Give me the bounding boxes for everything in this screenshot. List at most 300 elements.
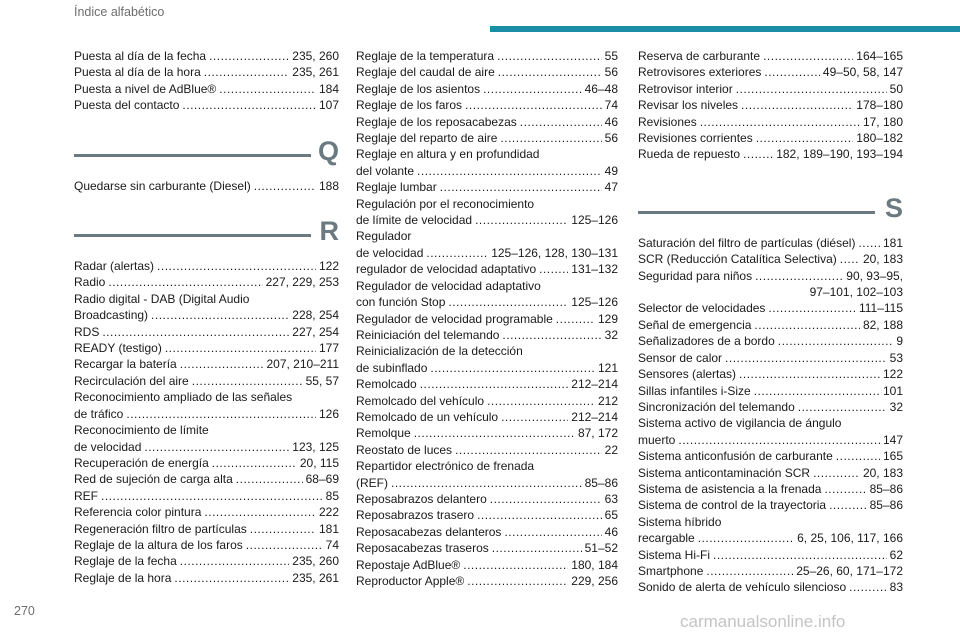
index-entry	[74, 471, 339, 487]
index-term-line: Radio digital - DAB (Digital Audio	[74, 291, 250, 306]
index-term-line: Regulación por el reconocimiento	[356, 196, 535, 211]
header-title: Índice alfabético	[74, 5, 165, 19]
dot-leader	[713, 547, 887, 563]
index-term: Remolcado de un vehículo	[356, 409, 499, 424]
dot-leader	[497, 48, 602, 64]
page-reference: 82, 188	[862, 317, 903, 332]
page-reference: 85	[325, 488, 339, 503]
index-entry	[638, 350, 903, 366]
index-term: Reostato de luces	[356, 442, 453, 457]
index-term: Remolcado del vehículo	[356, 393, 485, 408]
dot-leader	[763, 48, 853, 64]
index-term: Reglaje de los reposacabezas	[356, 114, 517, 129]
dot-leader	[487, 393, 595, 409]
index-entry	[638, 563, 903, 579]
page-reference: 85–86	[869, 498, 903, 513]
index-entry	[74, 64, 339, 80]
page-reference: 49	[604, 163, 618, 178]
page-reference: 87, 172	[577, 426, 618, 441]
page-reference: 235, 261	[292, 570, 339, 585]
index-entry	[638, 366, 903, 382]
section-rule	[638, 211, 875, 214]
page-reference: 122	[318, 259, 339, 274]
index-entry	[74, 455, 339, 471]
index-term: Reglaje del reparto de aire	[356, 131, 498, 146]
page-reference: 125–126	[571, 295, 618, 310]
index-term: (REF)	[356, 475, 388, 490]
index-term: Recuperación de energía	[74, 455, 209, 470]
page-reference: 6, 25, 106, 117, 166	[797, 531, 903, 546]
index-entry	[638, 81, 903, 97]
page-reference: 90, 93–95,	[846, 268, 903, 283]
dot-leader	[101, 488, 323, 504]
dot-leader	[725, 350, 887, 366]
dot-leader	[126, 406, 316, 422]
dot-leader	[204, 504, 316, 520]
index-entry	[638, 432, 903, 448]
dot-leader	[764, 64, 820, 80]
index-term-line: Repartidor electrónico de frenada	[356, 459, 535, 474]
index-term: Reserva de carburante	[638, 49, 761, 63]
index-term: regulador de velocidad adaptativo	[356, 262, 537, 277]
index-entry	[356, 311, 618, 327]
index-term-line: Sistema activo de vigilancia de ángulo	[638, 416, 842, 431]
page-reference: 212	[597, 393, 618, 408]
index-term: Repostaje AdBlue®	[356, 557, 461, 572]
index-entry	[74, 81, 339, 97]
dot-leader	[165, 340, 316, 356]
index-term: Puesta del contacto	[74, 98, 180, 113]
spacer	[74, 194, 339, 208]
index-term: Seguridad para niños	[638, 268, 753, 283]
index-term-line: Sistema híbrido	[638, 514, 722, 529]
index-entry	[74, 178, 339, 194]
index-term: Sistema de control de la trayectoria	[638, 498, 827, 513]
index-entry	[356, 376, 618, 392]
dot-leader	[829, 497, 867, 513]
index-term: de subinflado	[356, 360, 428, 375]
index-term: Sensor de calor	[638, 350, 723, 365]
index-term-line: Reglaje en altura y en profundidad	[356, 147, 540, 162]
page-reference: 47	[604, 180, 618, 195]
index-term: Reposabrazos trasero	[356, 508, 475, 523]
dot-leader	[246, 537, 323, 553]
index-term: del volante	[356, 163, 415, 178]
index-term: de velocidad	[356, 245, 424, 260]
dot-leader	[180, 553, 290, 569]
index-term: REF	[74, 488, 98, 503]
dot-leader	[490, 491, 602, 507]
page-number: 270	[14, 604, 35, 618]
index-entry	[356, 48, 618, 64]
page-reference: 49–50, 58, 147	[822, 65, 903, 80]
section-letter: S	[884, 192, 903, 223]
index-term: READY (testigo)	[74, 341, 162, 356]
index-column-1	[74, 48, 339, 586]
page-reference: 32	[604, 327, 618, 342]
page-reference: 20, 183	[862, 252, 903, 267]
dot-leader	[813, 465, 860, 481]
index-term: recargable	[638, 531, 695, 546]
dot-leader	[492, 540, 582, 556]
index-term: Revisar los niveles	[638, 98, 739, 113]
index-term: Puesta al día de la hora	[74, 65, 201, 80]
index-entry	[638, 465, 903, 481]
dot-leader	[500, 130, 601, 146]
page-reference: 83	[889, 580, 903, 595]
page-reference: 126	[318, 406, 339, 421]
dot-leader	[157, 258, 316, 274]
dot-leader	[180, 356, 264, 372]
index-term: con función Stop	[356, 295, 446, 310]
index-term: de límite de velocidad	[356, 213, 473, 228]
page-reference: 165	[882, 449, 903, 464]
spacer	[638, 163, 903, 185]
dot-leader	[455, 442, 602, 458]
index-entry	[638, 448, 903, 464]
index-term: Señal de emergencia	[638, 317, 752, 332]
index-term: Referencia color pintura	[74, 505, 202, 520]
dot-leader	[102, 324, 289, 340]
dot-leader	[743, 146, 773, 162]
index-entry	[356, 327, 618, 343]
index-term: Radio	[74, 275, 106, 290]
index-entry	[638, 547, 903, 563]
index-entry	[74, 97, 339, 113]
page-reference: 22	[604, 442, 618, 457]
index-term: Reglaje de la temperatura	[356, 49, 495, 63]
index-entry	[74, 48, 339, 64]
index-entry	[74, 537, 339, 553]
dot-leader	[254, 178, 316, 194]
page-reference: 65	[604, 508, 618, 523]
dot-leader	[477, 507, 602, 523]
page-reference: 184	[318, 81, 339, 96]
dot-leader	[858, 235, 880, 251]
dot-leader	[849, 579, 887, 595]
index-term: Selector de velocidades	[638, 301, 766, 316]
page-reference: 212–214	[571, 377, 618, 392]
page-reference: 85–86	[584, 475, 618, 490]
page-reference: 85–86	[869, 481, 903, 496]
index-column-3	[638, 48, 903, 596]
index-entry	[356, 425, 618, 441]
index-entry	[638, 114, 903, 130]
index-entry	[638, 268, 903, 284]
dot-leader	[250, 521, 316, 537]
page-reference: 188	[318, 178, 339, 193]
index-entry	[74, 324, 339, 340]
index-term: Reproductor Apple®	[356, 574, 465, 588]
index-column-2	[356, 48, 618, 589]
dot-leader	[754, 317, 860, 333]
index-entry	[74, 521, 339, 537]
page-reference: 129	[597, 311, 618, 326]
index-term: Recargar la batería	[74, 357, 177, 372]
index-term: Sistema anticontaminación SCR	[638, 465, 811, 480]
page-reference: 164–165	[856, 49, 903, 63]
index-entry	[356, 507, 618, 523]
index-term: Regulador de velocidad programable	[356, 311, 553, 326]
page-reference: 20, 183	[862, 465, 903, 480]
index-term: Revisiones corrientes	[638, 131, 753, 146]
index-term: Sincronización del telemando	[638, 399, 795, 414]
page-reference: 111–115	[858, 301, 903, 316]
index-term: Sonido de alerta de vehículo silencioso	[638, 580, 847, 595]
index-entry	[74, 570, 339, 586]
index-entry	[638, 579, 903, 595]
dot-leader	[212, 455, 297, 471]
index-entry	[356, 261, 618, 277]
page-reference-continued: 97–101, 102–103	[809, 285, 903, 300]
index-entry	[638, 333, 903, 349]
dot-leader	[417, 163, 602, 179]
dot-leader	[502, 327, 601, 343]
index-term: SCR (Reducción Catalítica Selectiva)	[638, 252, 837, 267]
dot-leader	[698, 530, 794, 546]
page-reference: 212–214	[571, 409, 618, 424]
index-term: Quedarse sin carburante (Diesel)	[74, 178, 251, 193]
index-term: Sistema anticonfusión de carburante	[638, 449, 833, 464]
index-term-line: Regulador	[356, 229, 412, 244]
index-term: Reglaje de los faros	[356, 98, 463, 113]
index-term-line: Reinicialización de la detección	[356, 344, 523, 359]
dot-leader	[108, 274, 262, 290]
index-term: Remolcado	[356, 377, 417, 392]
index-term: Señalizadores de a bordo	[638, 334, 775, 349]
page-reference: 46	[604, 524, 618, 539]
index-term: Puesta a nivel de AdBlue®	[74, 81, 217, 96]
index-entry	[356, 245, 618, 261]
dot-leader	[768, 300, 856, 316]
dot-leader	[706, 563, 793, 579]
section-header	[638, 185, 903, 235]
dot-leader	[144, 439, 289, 455]
index-entry	[74, 439, 339, 455]
page-reference: 56	[604, 65, 618, 80]
index-entry	[356, 540, 618, 556]
page-reference: 62	[889, 547, 903, 562]
index-entry	[356, 360, 618, 376]
page-reference: 182, 189–190, 193–194	[776, 147, 903, 162]
index-term: Reglaje lumbar	[356, 180, 437, 195]
dot-leader	[430, 360, 595, 376]
index-entry	[74, 274, 339, 290]
index-entry	[638, 383, 903, 399]
index-term: Retrovisores exteriores	[638, 65, 762, 80]
dot-leader	[182, 97, 316, 113]
index-term: Sistema Hi-Fi	[638, 547, 711, 562]
index-term: Revisiones	[638, 114, 697, 129]
index-entry	[638, 300, 903, 316]
index-term: Regeneración filtro de partículas	[74, 521, 247, 536]
page-reference: 235, 261	[292, 65, 339, 80]
index-entry	[74, 258, 339, 274]
index-entry	[638, 64, 903, 80]
page-reference: 101	[882, 383, 903, 398]
index-entry	[74, 307, 339, 323]
index-term: Reglaje de los asientos	[356, 81, 481, 96]
dot-leader	[209, 48, 289, 64]
page-reference: 147	[882, 432, 903, 447]
index-term: Sillas infantiles i-Size	[638, 383, 751, 398]
dot-leader	[539, 261, 568, 277]
page-reference: 131–132	[571, 262, 618, 277]
page-reference: 207, 210–211	[266, 357, 339, 372]
index-term: Reposacabezas delanteros	[356, 524, 502, 539]
dot-leader	[426, 245, 488, 261]
page-reference: 123, 125	[292, 439, 339, 454]
dot-leader	[678, 432, 880, 448]
index-entry	[356, 114, 618, 130]
dot-leader	[755, 268, 843, 284]
section-header	[74, 208, 339, 258]
index-entry	[638, 530, 903, 546]
index-entry	[356, 179, 618, 195]
index-term-line: Reconocimiento ampliado de las señales	[74, 390, 293, 405]
page-reference: 25–26, 60, 171–172	[796, 563, 903, 578]
index-entry	[638, 251, 903, 267]
index-term: Red de sujeción de carga alta	[74, 472, 233, 487]
dot-leader	[448, 294, 568, 310]
dot-leader	[836, 448, 880, 464]
index-term: Smartphone	[638, 563, 704, 578]
page-reference: 228, 254	[292, 308, 339, 323]
dot-leader	[840, 251, 860, 267]
index-entry	[74, 373, 339, 389]
index-entry	[638, 130, 903, 146]
index-term: Sistema de asistencia a la frenada	[638, 481, 822, 496]
dot-leader	[463, 557, 568, 573]
page-reference: 53	[889, 350, 903, 365]
index-entry	[638, 481, 903, 497]
dot-leader	[739, 366, 880, 382]
page-reference: 125–126, 128, 130–131	[491, 245, 618, 260]
dot-leader	[465, 97, 602, 113]
dot-leader	[414, 425, 575, 441]
dot-leader	[556, 311, 595, 327]
index-term-line: Regulador de velocidad adaptativo	[356, 278, 541, 293]
index-term: Saturación del filtro de partículas (diésel)	[638, 235, 856, 250]
page-reference: 63	[604, 491, 618, 506]
dot-leader	[483, 81, 582, 97]
index-term: Broadcasting)	[74, 308, 149, 323]
index-term-line: Reconocimiento de límite	[74, 423, 209, 438]
index-entry	[74, 553, 339, 569]
section-rule	[74, 154, 311, 157]
dot-leader	[778, 333, 894, 349]
page-reference: 222	[318, 505, 339, 520]
page-reference: 181	[318, 521, 339, 536]
index-entry	[356, 130, 618, 146]
page-reference: 20, 115	[299, 455, 339, 470]
page-reference: 125–126	[571, 213, 618, 228]
index-entry	[356, 573, 618, 589]
index-term: Retrovisor interior	[638, 81, 733, 96]
page-reference: 46–48	[584, 81, 618, 96]
dot-leader	[467, 573, 568, 589]
index-term: Puesta al día de la fecha	[74, 49, 207, 63]
index-entry	[356, 524, 618, 540]
dot-leader	[391, 475, 582, 491]
index-entry	[356, 409, 618, 425]
page-reference: 32	[889, 399, 903, 414]
index-entry	[74, 356, 339, 372]
page-reference: 9	[896, 334, 903, 349]
dot-leader	[700, 114, 860, 130]
dot-leader	[151, 307, 289, 323]
index-entry	[356, 81, 618, 97]
index-term: Reglaje de la altura de los faros	[74, 537, 243, 552]
section-rule	[74, 234, 311, 237]
page-reference: 56	[604, 131, 618, 146]
index-entry	[74, 340, 339, 356]
index-term: Recirculación del aire	[74, 373, 189, 388]
dot-leader	[741, 97, 853, 113]
index-entry	[638, 48, 903, 64]
index-entry	[638, 399, 903, 415]
index-entry	[356, 475, 618, 491]
index-entry	[356, 294, 618, 310]
dot-leader	[824, 481, 866, 497]
index-term: de tráfico	[74, 406, 124, 421]
index-term: Reposabrazos delantero	[356, 491, 487, 506]
page-reference: 51–52	[584, 541, 618, 556]
page-reference: 46	[604, 114, 618, 129]
dot-leader	[192, 373, 303, 389]
section-header	[74, 128, 339, 178]
page-reference: 180–182	[856, 131, 903, 146]
dot-leader	[504, 524, 601, 540]
index-term: Reglaje de la fecha	[74, 554, 177, 569]
index-entry	[356, 212, 618, 228]
page-reference: 74	[325, 537, 339, 552]
index-term: Reglaje del caudal de aire	[356, 65, 495, 80]
page-reference: 181	[882, 235, 903, 250]
page-reference: 235, 260	[292, 554, 339, 569]
dot-leader	[236, 471, 303, 487]
index-entry	[638, 146, 903, 162]
index-entry	[356, 557, 618, 573]
index-entry	[638, 497, 903, 513]
dot-leader	[498, 64, 602, 80]
page-reference: 180, 184	[571, 557, 618, 572]
index-term: Reiniciación del telemando	[356, 327, 500, 342]
index-term: muerto	[638, 432, 676, 447]
index-entry	[638, 317, 903, 333]
dot-leader	[798, 399, 887, 415]
index-entry	[356, 163, 618, 179]
dot-leader	[219, 81, 316, 97]
index-entry	[74, 488, 339, 504]
dot-leader	[174, 570, 289, 586]
page-reference: 74	[604, 98, 618, 113]
index-entry	[356, 393, 618, 409]
page-reference: 177	[318, 341, 339, 356]
dot-leader	[756, 130, 854, 146]
index-term: Sensores (alertas)	[638, 367, 737, 382]
dot-leader	[736, 81, 887, 97]
dot-leader	[475, 212, 568, 228]
watermark: carmanualsonline.info	[680, 612, 846, 631]
page-reference: 229, 256	[571, 574, 618, 588]
header-accent-bar	[490, 26, 960, 32]
dot-leader	[754, 383, 880, 399]
page-reference: 227, 254	[292, 324, 339, 339]
index-term: RDS	[74, 324, 100, 339]
spacer	[74, 114, 339, 128]
index-entry	[356, 491, 618, 507]
